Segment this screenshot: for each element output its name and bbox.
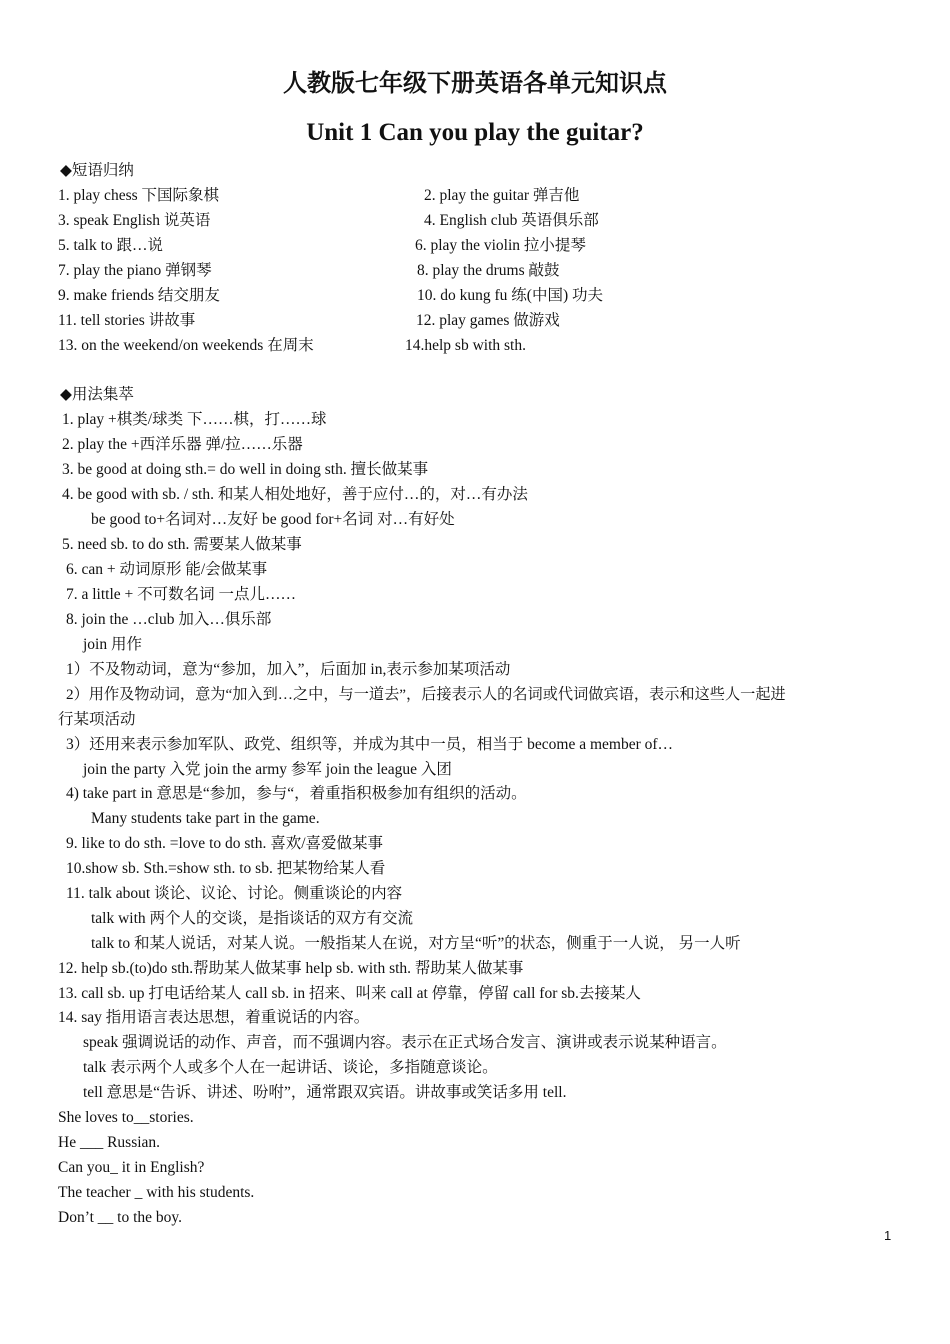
usage-line: 4) take part in 意思是“参加，参与“，着重指积极参加有组织的活动。 — [66, 785, 527, 802]
exercise-line: She loves to__stories. — [58, 1109, 194, 1126]
usage-line: 12. help sb.(to)do sth.帮助某人做某事 help sb. with sth. 帮助某人做某事 — [58, 960, 524, 977]
phrase-item: 6. play the violin 拉小提琴 — [415, 237, 586, 254]
exercise-line: Can you_ it in English? — [58, 1159, 205, 1176]
page-number: 1 — [884, 1228, 892, 1243]
exercise-line: He ___ Russian. — [58, 1134, 161, 1151]
usage-line: 5. need sb. to do sth. 需要某人做某事 — [62, 536, 302, 553]
phrase-item: 11. tell stories 讲故事 — [58, 312, 196, 329]
usage-line: 10.show sb. Sth.=show sth. to sb. 把某物给某人看 — [66, 860, 386, 877]
usage-line: Many students take part in the game. — [91, 810, 320, 827]
phrase-item: 1. play chess 下国际象棋 — [58, 187, 220, 204]
usage-line: 6. can + 动词原形 能/会做某事 — [66, 561, 268, 578]
usage-line: 1）不及物动词，意为“参加，加入”，后面加 in,表示参加某项活动 — [66, 661, 511, 678]
phrase-item: 8. play the drums 敲鼓 — [417, 262, 560, 279]
usage-line: 9. like to do sth. =love to do sth. 喜欢/喜爱做某事 — [66, 835, 384, 852]
usage-line: speak 强调说话的动作、声音，而不强调内容。表示在正式场合发言、演讲或表示说某种语言。 — [83, 1034, 727, 1051]
usage-line: 14. say 指用语言表达思想，着重说话的内容。 — [58, 1009, 370, 1026]
exercise-line: Don’t __ to the boy. — [58, 1209, 182, 1226]
usage-line: talk 表示两个人或多个人在一起讲话、谈论，多指随意谈论。 — [83, 1059, 498, 1076]
phrase-item: 14.help sb with sth. — [405, 337, 526, 354]
usage-line: 7. a little + 不可数名词 一点儿…… — [66, 586, 297, 603]
phrase-item: 12. play games 做游戏 — [416, 312, 560, 329]
usage-line: 2）用作及物动词，意为“加入到…之中，与一道去”，后接表示人的名词或代词做宾语，表示和这些人一起进 — [66, 686, 786, 703]
exercise-line: The teacher _ with his students. — [58, 1184, 255, 1201]
unit-title: Unit 1 Can you play the guitar? — [306, 119, 644, 146]
phrase-item: 5. talk to 跟…说 — [58, 237, 164, 254]
usage-line: 4. be good with sb. / sth. 和某人相处地好，善于应付…的，对…有办法 — [62, 486, 528, 503]
usage-line: tell 意思是“告诉、讲述、吩咐”，通常跟双宾语。讲故事或笑话多用 tell. — [83, 1084, 567, 1101]
usage-line: 3）还用来表示参加军队、政党、组织等，并成为其中一员，相当于 become a member of… — [66, 736, 674, 753]
usage-line: join the party 入党 join the army 参军 join the league 入团 — [83, 761, 452, 778]
phrase-item: 2. play the guitar 弹吉他 — [424, 187, 580, 204]
usage-line: 2. play the +西洋乐器 弹/拉……乐器 — [62, 436, 303, 453]
usage-line: talk with 两个人的交谈，是指谈话的双方有交流 — [91, 910, 414, 927]
usage-line: 3. be good at doing sth.= do well in doing sth. 擅长做某事 — [62, 461, 429, 478]
phrase-item: 9. make friends 结交朋友 — [58, 287, 220, 304]
usage-line: be good to+名词对…友好 be good for+名词 对…有好处 — [91, 511, 455, 528]
phrase-item: 10. do kung fu 练(中国) 功夫 — [417, 287, 603, 304]
document-title: 人教版七年级下册英语各单元知识点 — [283, 71, 667, 97]
phrase-item: 7. play the piano 弹钢琴 — [58, 262, 212, 279]
usage-line: join 用作 — [83, 636, 142, 653]
usage-line: 1. play +棋类/球类 下……棋，打……球 — [62, 411, 327, 428]
usage-line: 行某项活动 — [58, 711, 136, 728]
usage-line: 13. call sb. up 打电话给某人 call sb. in 招来、叫来 call at 停靠，停留 call for sb.去接某人 — [58, 985, 641, 1002]
usage-line: 11. talk about 谈论、议论、讨论。侧重谈论的内容 — [66, 885, 403, 902]
phrase-item: 3. speak English 说英语 — [58, 212, 211, 229]
phrase-item: 13. on the weekend/on weekends 在周末 — [58, 337, 314, 354]
usage-line: talk to 和某人说话，对某人说。一般指某人在说，对方呈“听”的状态，侧重于一人说， 另一人听 — [91, 935, 741, 952]
phrases-heading: ◆短语归纳 — [60, 162, 134, 179]
phrase-item: 4. English club 英语俱乐部 — [424, 212, 599, 229]
usage-heading: ◆用法集萃 — [60, 386, 134, 403]
usage-line: 8. join the …club 加入…俱乐部 — [66, 611, 272, 628]
